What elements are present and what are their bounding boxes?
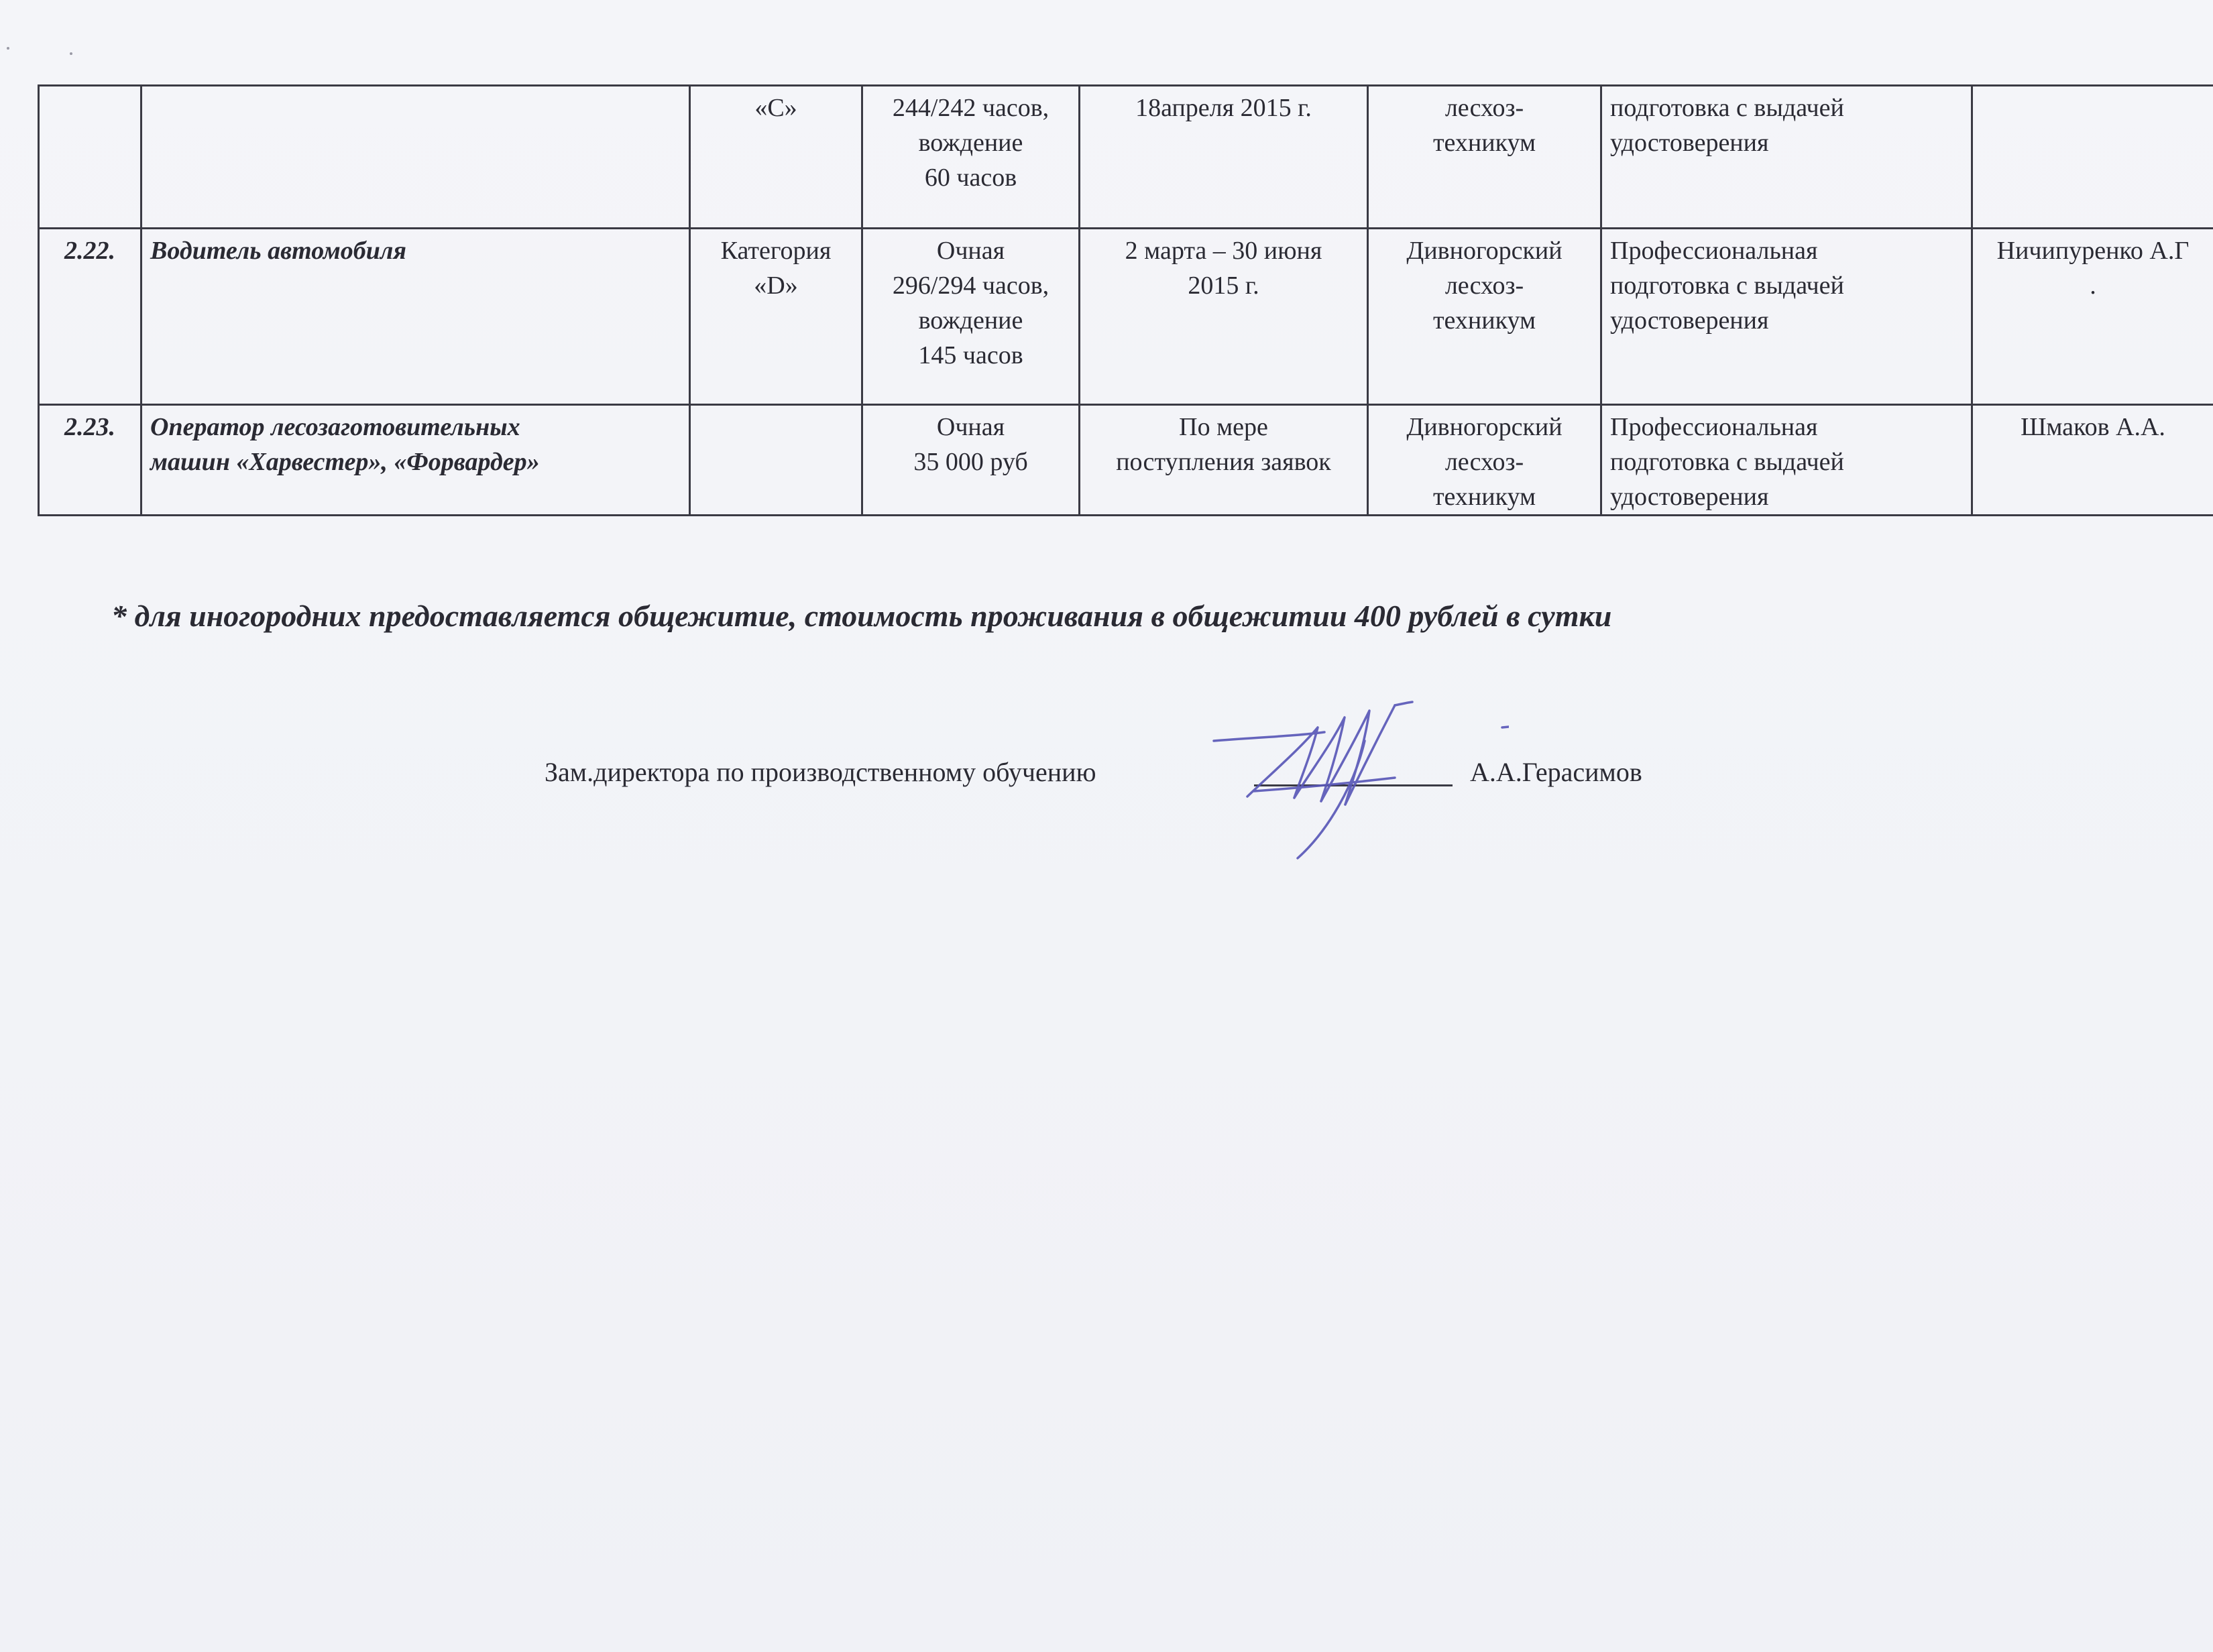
cell-text-line: лесхоз- <box>1444 448 1524 476</box>
category-cell <box>690 229 862 405</box>
cell-text-line: техникум <box>1432 129 1536 157</box>
cell-text-line: 2.22. <box>64 237 115 265</box>
cell-text-line: Категория <box>720 237 832 265</box>
contact-cell <box>1972 229 2213 405</box>
contact-cell <box>1972 86 2213 229</box>
cell-text-line: Профессиональная <box>1610 413 1818 441</box>
table-row <box>39 229 2213 405</box>
cell-text-line: «D» <box>754 272 798 300</box>
cell-text-line: вождение <box>918 129 1023 157</box>
form-hours-cell <box>862 229 1080 405</box>
cell-text-line: удостоверения <box>1610 306 1769 335</box>
cell-text-line: Дивногорский <box>1406 237 1563 265</box>
cell-text-line: поступления заявок <box>1116 448 1331 476</box>
cell-text-line: . <box>2090 272 2096 300</box>
cell-text-line: «С» <box>754 94 797 122</box>
training-type-cell <box>1601 405 1972 516</box>
cell-text-line: 244/242 часов, <box>892 94 1049 122</box>
cell-text-line: подготовка с выдачей <box>1610 272 1844 300</box>
cell-text-line: техникум <box>1432 483 1536 511</box>
category-cell <box>690 405 862 516</box>
cell-text-line: 296/294 часов, <box>892 272 1049 300</box>
cell-text-line: лесхоз- <box>1444 272 1524 300</box>
cell-text-line: Очная <box>936 237 1005 265</box>
training-type-cell <box>1601 229 1972 405</box>
table-row <box>39 405 2213 516</box>
cell-text-line: Ничипуренко А.Г <box>1996 237 2190 265</box>
cell-text-line: подготовка с выдачей <box>1610 94 1844 122</box>
cell-text-line: 2015 г. <box>1188 272 1259 300</box>
training-type-cell <box>1601 86 1972 229</box>
row-number-cell <box>39 229 141 405</box>
dormitory-footnote: * для иногородних предоставляется общежитие, стоимость проживания в общежитии 400 рублей в сутки <box>111 599 1612 633</box>
signatory-name: А.А.Герасимов <box>1470 757 1642 787</box>
training-schedule-table <box>38 84 2213 516</box>
cell-text-line: 18апреля 2015 г. <box>1135 94 1312 122</box>
cell-text-line: Очная <box>936 413 1005 441</box>
cell-text-line: По мере <box>1179 413 1268 441</box>
course-name-cell <box>141 405 690 516</box>
cell-text-line: 35 000 руб <box>913 448 1028 476</box>
contact-cell <box>1972 405 2213 516</box>
course-name-cell <box>141 86 690 229</box>
cell-text-line: машин «Харвестер», «Форвардер» <box>150 448 540 476</box>
cell-text-line: Дивногорский <box>1406 413 1563 441</box>
cell-text-line: Шмаков А.А. <box>2021 413 2165 441</box>
table-row <box>39 86 2213 229</box>
row-number-cell <box>39 86 141 229</box>
cell-text-line: 2.23. <box>64 413 115 441</box>
signatory-title: Зам.директора по производственному обучению <box>545 757 1096 787</box>
dates-cell <box>1080 405 1368 516</box>
cell-text-line: подготовка с выдачей <box>1610 448 1844 476</box>
cell-text-line: вождение <box>918 306 1023 335</box>
place-cell <box>1368 405 1601 516</box>
cell-text-line: 2 марта – 30 июня <box>1125 237 1322 265</box>
scan-speck <box>70 52 72 55</box>
cell-text-line: 145 часов <box>918 341 1023 369</box>
cell-text-line: Оператор лесозаготовительных <box>150 413 520 441</box>
form-hours-cell <box>862 86 1080 229</box>
course-name-cell <box>141 229 690 405</box>
cell-text-line: 60 часов <box>924 164 1017 192</box>
cell-text-line: удостоверения <box>1610 483 1769 511</box>
cell-text-line: удостоверения <box>1610 129 1769 157</box>
form-hours-cell <box>862 405 1080 516</box>
cell-text-line: Профессиональная <box>1610 237 1818 265</box>
scan-speck <box>7 47 9 50</box>
cell-text-line: лесхоз- <box>1444 94 1524 122</box>
cell-text-line: техникум <box>1432 306 1536 335</box>
category-cell <box>690 86 862 229</box>
dates-cell <box>1080 86 1368 229</box>
place-cell <box>1368 229 1601 405</box>
row-number-cell <box>39 405 141 516</box>
handwritten-signature <box>1194 691 1509 865</box>
place-cell <box>1368 86 1601 229</box>
dates-cell <box>1080 229 1368 405</box>
cell-text-line: Водитель автомобиля <box>150 237 406 265</box>
